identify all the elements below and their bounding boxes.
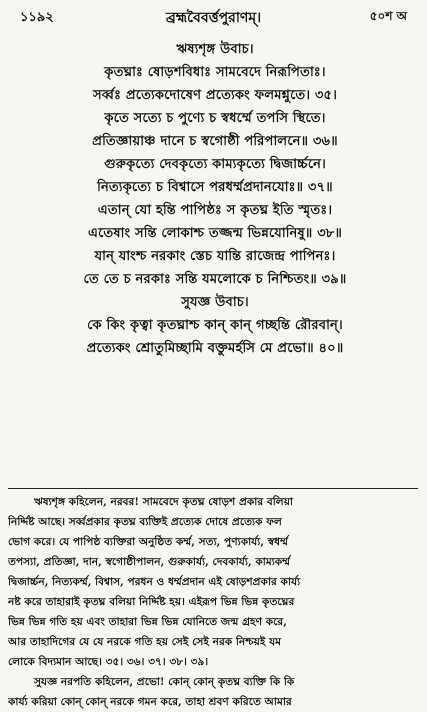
translation-line: আর তাহাদিগের যে যে নরকে গতি হয় সেই সেই নরক নিশ্চয়ই যম xyxy=(8,636,282,648)
verse-line: তে তে চ নরকাঃ সন্তি যমলোকে চ নিশ্চিতং॥ ৩৯॥ xyxy=(83,272,347,287)
verse-line: গুরুকৃত্যে দেবকৃত্যে কাম্যকৃত্যে দ্বিজার্চ্চনে। xyxy=(104,157,326,172)
verse-line: কৃতে সত্যে চ পুণ্যে চ স্বধর্ম্মে তপসি স্থিতে। xyxy=(104,111,326,126)
verse-line: নিত্যকৃত্যে চ বিশ্বাসে পরধর্ম্মপ্রদানযোঃ॥ ৩৭॥ xyxy=(97,180,333,195)
verse-line: কে কিং কৃত্বা কৃতঘ্নাশ্চ কান্ কান্ গচ্ছন্তি রৌরবান্। xyxy=(87,318,343,333)
verse-line: কৃতঘ্নাঃ ষোড়শবিধাঃ সামবেদে নিরূপিতাঃ। xyxy=(104,65,326,80)
translation-line: নির্দ্দিষ্ট আছে। সর্ব্বপ্রকার কৃতঘ্ন ব্যক্তিই প্রত্যেক দোষে প্রত্যেক ফল xyxy=(8,516,282,528)
translation-line: সুযজ্ঞ নরপতি কহিলেন, প্রভো! কোন্ কোন্ কৃতঘ্ন ব্যক্তি কি কি xyxy=(34,676,295,688)
verse-line: এতেষাং সন্তি লোকাশ্চ তজ্জন্ম ভিন্নযোনিষু॥ ৩৮॥ xyxy=(87,226,343,241)
translation-line: ভোগ করে। যে পাপিষ্ঠ ব্যক্তিরা অনুষ্ঠিত কর্ম্ম, সত্য, পুণ্যকার্য্য, স্বধর্ম্ম xyxy=(8,536,288,548)
translation-line: ঋষ্যশৃঙ্গ কহিলেন, নরবর! সামবেদে কৃতঘ্ন ষোড়শ প্রকার বলিয়া xyxy=(34,496,294,508)
verse-line: ঋষ্যশৃঙ্গ উবাচ। xyxy=(176,42,254,57)
translation-line: তপস্যা, প্রতিজ্ঞা, দান, স্বগোষ্ঠীপালন, গুরুকার্য্য, দেবকার্য্য, কাম্যকর্ম্ম xyxy=(8,556,291,568)
translation-line: দ্বিজার্চ্চন, নিত্যকর্ম্ম, বিশ্বাস, পরধন ও ধর্ম্মপ্রদান এই ষোড়শপ্রকার কার্য্য xyxy=(8,576,301,588)
translation-line: নষ্ট করে তাহারাই কৃতঘ্ন বলিয়া নির্দ্দিষ্ট হয়। এইরূপ ভিন্ন ভিন্ন কৃতঘ্নের xyxy=(8,596,295,608)
verse-line: এতান্ যো হন্তি পাপিষ্ঠঃ স কৃতঘ্ন ইতি স্মৃতঃ। xyxy=(97,203,333,218)
chapter-label: ৫০শ অ xyxy=(369,9,407,23)
verse-line: প্রতিজ্ঞায়াঞ্চ দানে চ স্বগোষ্ঠী পরিপালনে॥ ৩৬॥ xyxy=(92,134,338,149)
translation-block xyxy=(8,488,418,712)
translation-line: লোকে বিদ্যমান আছে। ৩৫। ৩৬। ৩৭। ৩৮। ৩৯। xyxy=(8,656,209,668)
verse-line: সর্ব্বঃ প্রত্যেকদোষেণ প্রত্যেকং ফলমশ্নুতে। ৩৫। xyxy=(92,88,338,103)
verse-block xyxy=(15,38,415,360)
page-title: ব্রহ্মবৈবর্ত্তপুরাণম্। xyxy=(165,10,262,26)
translation-line: ভিন্ন ভিন্ন গতি হয় এবং তাহারা ভিন্ন ভিন্ন যোনিতে জন্ম গ্রহণ করে, xyxy=(8,616,287,628)
speaker-heading: সুযজ্ঞ উবাচ। xyxy=(181,295,249,310)
verse-line: প্রত্যেকং শ্রোতুমিচ্ছামি বক্তুমর্হসি মে প্রভো॥ ৪০॥ xyxy=(86,341,344,356)
verse-line: যান্ যাংশ্চ নরকাং স্তেচ যান্তি রাজেন্দ্র পাপিনঃ। xyxy=(94,249,336,264)
page-header xyxy=(0,2,427,32)
translation-line: কার্য্য করিয়া কোন্ কোন্ নরকে গমন করে, তাহা শ্রবণ করিতে আমার xyxy=(8,696,292,708)
page-number: ১১৯২ xyxy=(20,10,54,25)
